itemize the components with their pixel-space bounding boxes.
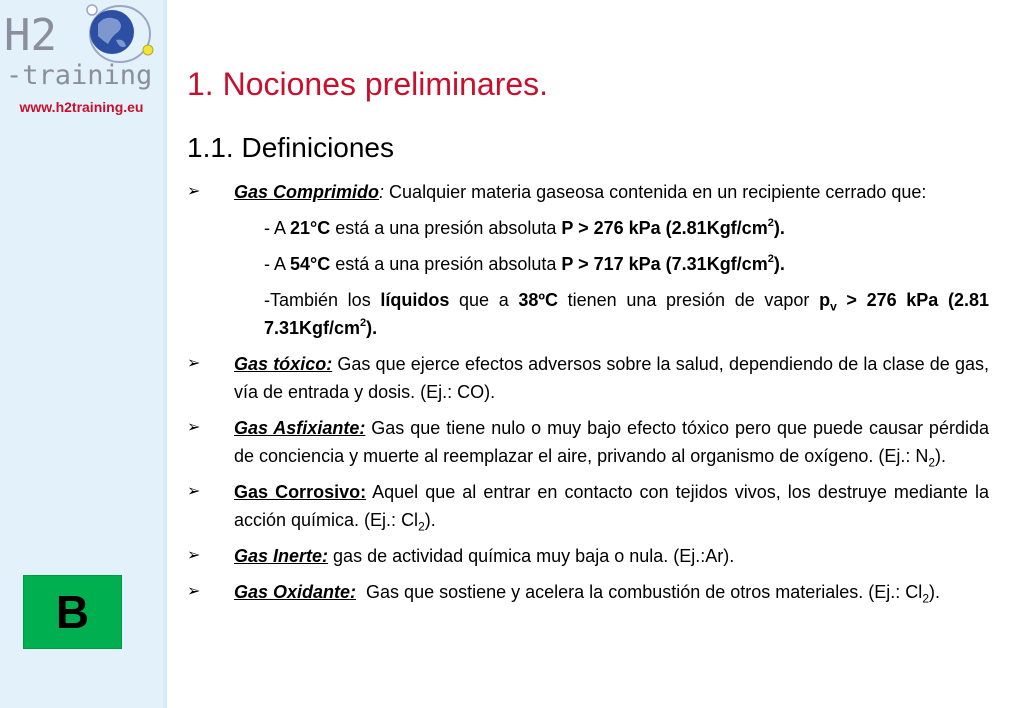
logo-training-text: -training [6,60,153,91]
definition-term: Gas tóxico: [234,354,333,374]
site-url[interactable]: www.h2training.eu [19,99,144,115]
h2-training-logo [2,2,160,94]
page-title: 1. Nociones preliminares. [187,66,549,102]
globe-icon [87,5,153,62]
logo-h2-text: H2 [4,10,57,61]
definition-term: Gas Asfixiante: [234,418,366,438]
definition-text: Cualquier materia gaseosa contenida en un recipiente cerrado que: [384,182,927,202]
arrow-bullet-icon: ➢ [187,583,201,600]
sub-item: - A 54°C está a una presión absoluta P > 717 kPa $(7.31Kgf/cm^2)$. [264,253,785,274]
list-item: ➢ Gas Asfixiante: Gas que tiene nulo o muy bajo efecto tóxico pero que puede causar pérdida de conciencia y muerte al reemplazar el aire, privando al organismo de oxígeno. (Ej.: $N_2$). [187,414,989,470]
definition-text: Aquel que al entrar en contacto con tejidos vivos, los destruye mediante la acción química. (Ej.: Cl [234,482,989,530]
list-item: ➢ Gas Oxidante: Gas que sostiene y acelera la combustión de otros materiales. (Ej.: $Cl_2$). [187,578,989,606]
arrow-bullet-icon: ➢ [187,483,201,500]
arrow-bullet-icon: ➢ [187,547,201,564]
section-subtitle: 1.1. Definiciones [187,132,395,163]
list-item [187,350,989,406]
definition-text: Gas que sostiene y acelera la combustión de otros materiales. (Ej.: Cl [356,582,923,602]
definition-term: Gas Oxidante: [234,582,357,602]
definition-text: Gas que tiene nulo o muy bajo efecto tóxico pero que puede causar pérdida de conciencia y muerte al reemplazar el aire, privando al organismo de oxígeno. (Ej.: N [234,418,989,466]
definition-term: Gas Inerte: [234,546,329,566]
section-badge: B [23,575,122,649]
arrow-bullet-icon: ➢ [187,355,201,372]
list-item [187,542,989,570]
definition-text: Gas que ejerce efectos adversos sobre la salud, dependiendo de la clase de gas, vía de entrada y dosis. (Ej.: CO). [234,354,989,402]
sidebar-divider [163,0,167,708]
definitions-list [187,178,989,606]
sub-item: - A 21°C está a una presión absoluta P > 276 kPa $(2.81Kgf/cm^2)$. [264,217,785,238]
arrow-bullet-icon: ➢ [187,183,201,200]
definition-text: gas de actividad química muy baja o nula. (Ej.:Ar). [328,546,735,566]
definition-term: Gas Comprimido [234,182,380,202]
list-item: ➢ Gas Corrosivo: Aquel que al entrar en contacto con tejidos vivos, los destruye mediante la acción química. (Ej.: $Cl_2$). [187,478,989,534]
list-item: ➢ Gas Comprimido: Cualquier materia gaseosa contenida en un recipiente cerrado que: - A 21°C está a una presión absoluta P > 276 kPa $(2.81Kgf/cm^2)$. - A 54°C está a una presión absoluta P > 717 kPa $(7.31Kgf/cm^2)$. -También los líquidos que a 38ºC tienen una presión de vapor $p_v > 276$ kPa (2.81 $7.31Kgf/cm^2$). [187,178,989,342]
definition-term: Gas Corrosivo: [234,482,367,502]
sub-item: -También los líquidos que a 38ºC tienen una presión de vapor $p_v > 276$ kPa (2.81 $7.31Kgf/cm^2$). [264,290,990,338]
arrow-bullet-icon: ➢ [187,419,201,436]
